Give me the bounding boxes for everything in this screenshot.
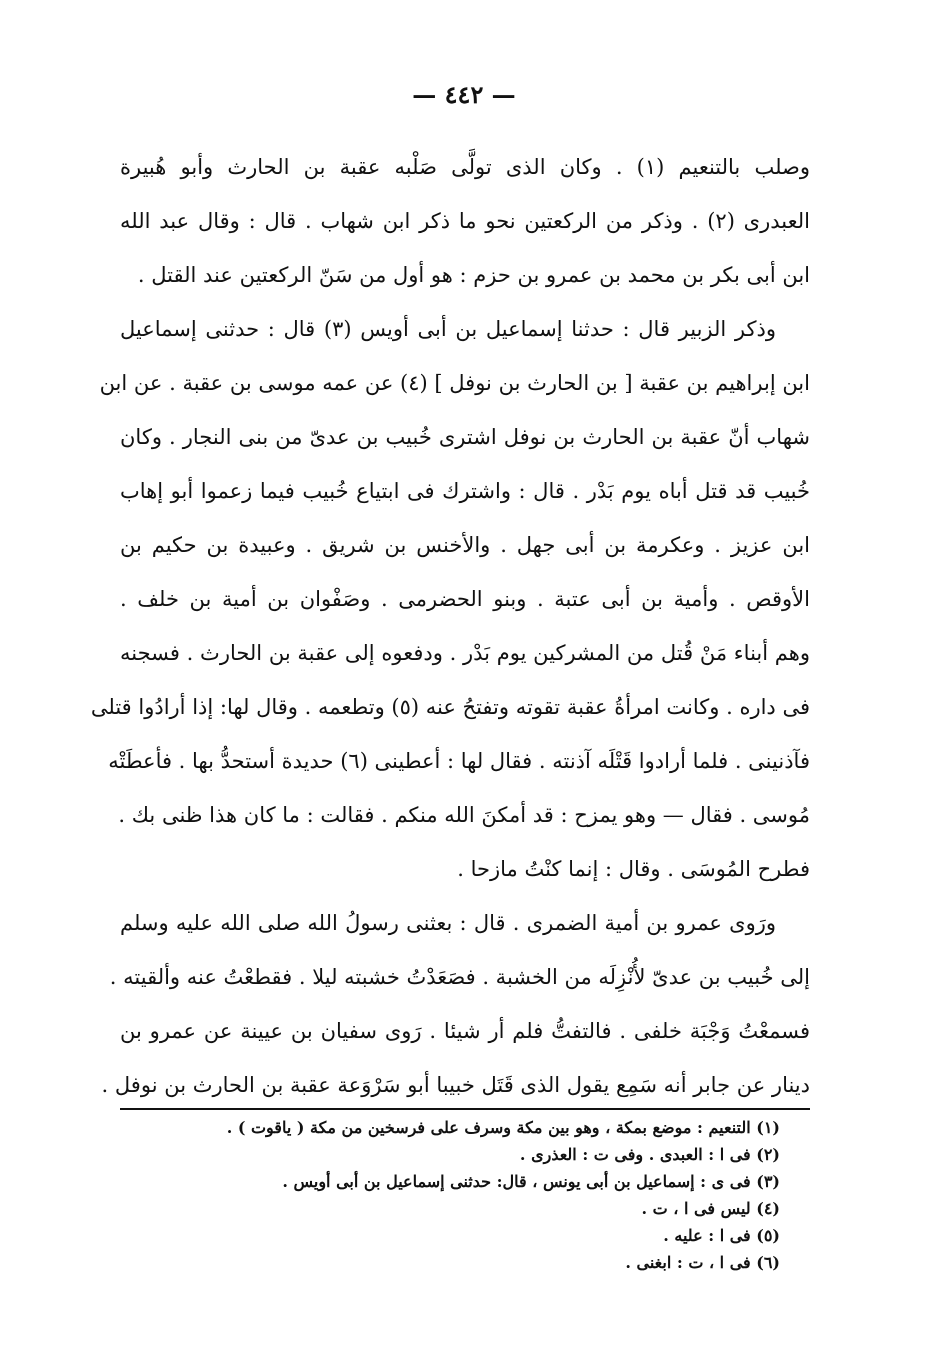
body-text bbox=[90, 140, 810, 1112]
text-line: ابن عزيز . وعكرمة بن أبى جهل . والأخنس بن شريق . وعبيدة بن حكيم بن bbox=[120, 533, 810, 557]
text-line: وذكر الزبير قال : حدثنا إسماعيل بن أبى أويس (٣) قال : حدثنى إسماعيل bbox=[120, 317, 777, 341]
footnote-divider bbox=[120, 1108, 810, 1110]
page-number: — ٤٤٢ — bbox=[412, 80, 516, 109]
text-line: شهاب أنّ عقبة بن الحارث بن نوفل اشترى خُبيب بن عدىّ من بنى النجار . وكان bbox=[120, 425, 810, 449]
footnote: (١) التنعيم : موضع بمكة ، وهو بين مكة وسرف على فرسخين من مكة ( ياقوت ) . bbox=[226, 1118, 780, 1137]
text-line: فسمعْتُ وَجْبَة خلفى . فالتفتُّ فلم أر شيئا . رَوى سفيان بن عيينة عن عمرو بن bbox=[120, 1019, 810, 1043]
text-line: ابن أبى بكر بن محمد بن عمرو بن حزم : هو أول من سَنّ الركعتين عند القتل . bbox=[137, 263, 810, 287]
text-line: وصلب بالتنعيم (١) . وكان الذى تولَّى صَلْبه عقبة بن الحارث وأبو هُبيرة bbox=[120, 155, 810, 179]
text-line: العبدرى (٢) . وذكر من الركعتين نحو ما ذكر ابن شهاب . قال : وقال عبد الله bbox=[120, 209, 810, 233]
text-line: الأوقص . وأمية بن أبى عتبة . وبنو الحضرمى . وصَفْوان بن أمية بن خلف . bbox=[120, 587, 810, 611]
footnote: (٤) ليس فى ا ، ت . bbox=[641, 1199, 780, 1218]
text-line: ابن إبراهيم بن عقبة [ بن الحارث بن نوفل ] (٤) عن عمه موسى بن عقبة . عن ابن bbox=[99, 371, 810, 395]
footnote: (٢) فى ا : العبدى . وفى ت : العذرى . bbox=[519, 1145, 780, 1164]
text-line: فى داره . وكانت امرأةُ عقبة تقوته وتفتحُ عنه (٥) وتطعمه . وقال لها: إذا أرادُوا قتلى bbox=[90, 695, 810, 719]
text-line: ورَوى عمرو بن أمية الضمرى . قال : بعثنى رسولُ الله صلى الله عليه وسلم bbox=[120, 911, 776, 935]
text-line: فآذنينى . فلما أرادوا قَتْلَه آذنته . فقال لها : أعطينى (٦) حديدة أستحدُّ بها . فأعطَتْه bbox=[108, 749, 810, 773]
text-line: وهم أبناء مَنْ قُتل من المشركين يوم بَدْر . ودفعوه إلى عقبة بن الحارث . فسجنه bbox=[120, 641, 810, 665]
text-line: فطرح المُوسَى . وقال : إنما كنْتُ مازحا . bbox=[457, 857, 810, 881]
footnote: (٣) فى ى : إسماعيل بن أبى يونس ، قال: حدثنى إسماعيل بن أبى أويس . bbox=[282, 1172, 780, 1191]
text-line: مُوسى . فقال — وهو يمزح : قد أمكنَ الله منكم . فقالت : ما كان هذا ظنى بك . bbox=[118, 803, 810, 827]
footnote: (٦) فى ا ، ت : ابغنى . bbox=[625, 1253, 780, 1272]
footnotes bbox=[120, 1114, 780, 1276]
text-line: دينار عن جابر أنه سَمِع يقول الذى قَتَل خبيبا أبو سَرْوَعة عقبة بن الحارث بن نوفل . bbox=[101, 1073, 810, 1097]
text-line: إلى خُبيب بن عدىّ لأُنْزِلَه من الخشبة . فصَعَدْتُ خشبته ليلا . فقطعْتُ عنه وألقيته . bbox=[109, 965, 810, 989]
footnote: (٥) فى ا : عليه . bbox=[663, 1226, 780, 1245]
text-line: خُبيب قد قتل أباه يوم بَدْر . قال : واشترك فى ابتياع خُبيب فيما زعموا أبو إهاب bbox=[120, 479, 810, 503]
